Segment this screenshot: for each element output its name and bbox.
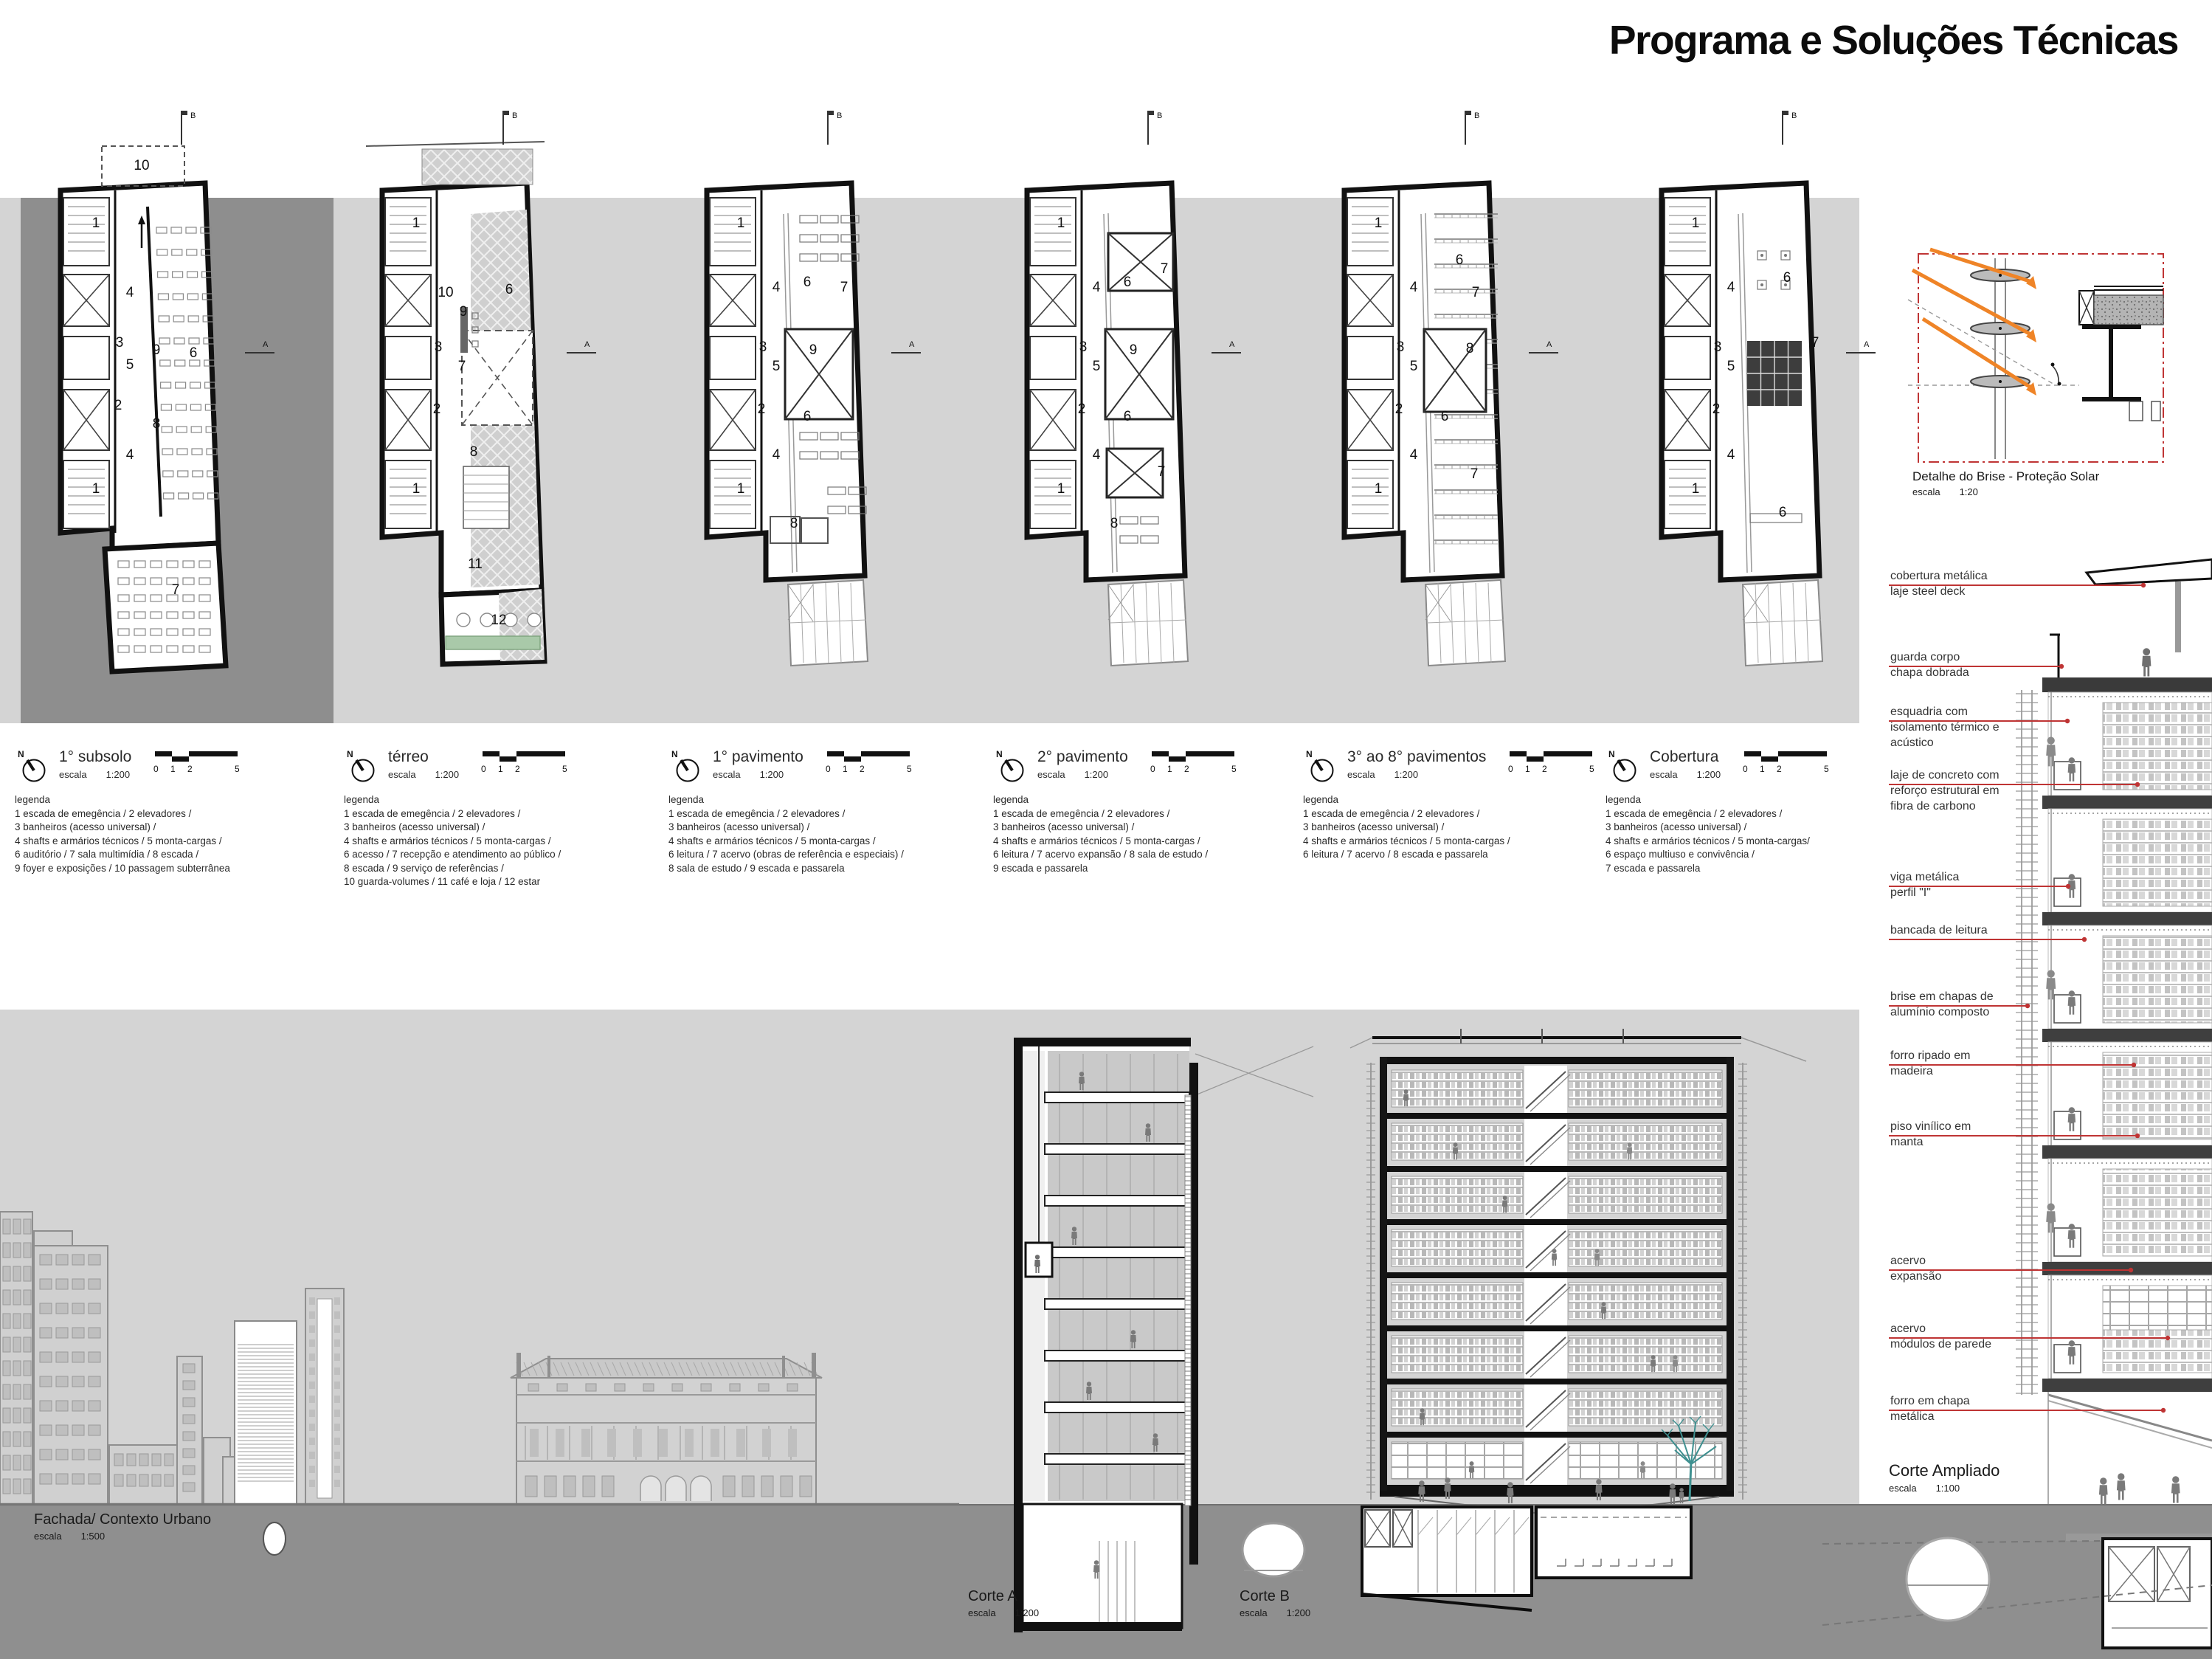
corte-a-scale: 1:200 — [1015, 1607, 1040, 1618]
scale-bar-tick: 0 — [1150, 764, 1155, 774]
plan-scale: escala 1:200 — [1650, 769, 1721, 780]
room-number: 1 — [1057, 215, 1065, 231]
annotation-line: isolamento térmico e — [1890, 721, 2000, 734]
plan-titles — [388, 748, 459, 780]
room-number: 6 — [803, 275, 812, 290]
room-number: 4 — [1727, 280, 1735, 295]
scale-bar — [1741, 748, 1837, 776]
corte-b-scale: 1:200 — [1286, 1607, 1311, 1618]
fachada-name: Fachada/ Contexto Urbano — [34, 1511, 212, 1528]
scale-bar-tick: 1 — [842, 764, 848, 774]
page-title: Programa e Soluções Técnicas — [1608, 17, 2178, 63]
annotation-label — [1890, 649, 2060, 680]
corte-ampliado-label — [1889, 1461, 2000, 1494]
annotation-line: acústico — [1890, 737, 1934, 749]
legend-title: legenda — [993, 794, 1029, 805]
plan-scale: escala 1:200 — [713, 769, 784, 780]
room-number: 9 — [459, 304, 468, 320]
escala-word: escala — [1240, 1607, 1268, 1618]
scale-bar-tick: 0 — [1743, 764, 1748, 774]
room-number: 8 — [152, 416, 161, 432]
room-number: 8 — [1465, 341, 1474, 356]
room-number: 3 — [115, 335, 124, 351]
plan-name: Cobertura — [1650, 748, 1719, 765]
room-number: 5 — [1092, 359, 1101, 374]
room-number: 1 — [1374, 481, 1383, 497]
room-number: 1 — [736, 481, 745, 497]
room-number: 6 — [1123, 409, 1132, 424]
scale-bar-tick: 0 — [1508, 764, 1514, 774]
annotation-label — [1890, 768, 2060, 814]
legend-line: 9 escada e passarela — [993, 862, 1088, 874]
plan-titles — [59, 748, 131, 780]
room-number: 1 — [1691, 481, 1700, 497]
floor-plan-3 — [676, 103, 930, 723]
room-number: 1 — [1374, 215, 1383, 231]
annotation-label — [1890, 1393, 2060, 1424]
scale-bar-tick: 1 — [1760, 764, 1765, 774]
floor-plan-6 — [1631, 103, 1885, 723]
room-number: 4 — [125, 447, 134, 463]
detalhe-scale: 1:20 — [1959, 486, 1978, 497]
legend-line: 3 banheiros (acesso universal) / — [344, 821, 485, 832]
scale-bar-tick: 0 — [153, 764, 159, 774]
annotation-label — [1890, 922, 2060, 938]
plan-header — [1606, 747, 1837, 787]
legend-line: 6 auditório / 7 sala multimídia / 8 escada / — [15, 849, 199, 860]
corte-b-drawing — [1350, 1018, 1808, 1659]
section-b-marker: B — [837, 111, 843, 120]
escala-word: escala — [968, 1607, 996, 1618]
annotation-line: madeira — [1890, 1065, 1933, 1077]
plan-legend — [1303, 793, 1620, 862]
plan-scale: escala 1:200 — [1347, 769, 1419, 780]
plan-legend — [993, 793, 1310, 875]
room-number: 4 — [1727, 447, 1735, 463]
corte-ampliado-name: Corte Ampliado — [1889, 1461, 2000, 1480]
legend-title: legenda — [1606, 794, 1642, 805]
north-arrow-icon — [1303, 747, 1337, 787]
legend-line: 3 banheiros (acesso universal) / — [15, 821, 156, 832]
annotation-line: módulos de parede — [1890, 1338, 1991, 1351]
annotation-line: forro em chapa — [1890, 1395, 1970, 1407]
plan-legend — [15, 793, 332, 875]
room-number: 8 — [469, 444, 478, 460]
annotation-line: manta — [1890, 1136, 1924, 1148]
legend-line: 1 escada de emegência / 2 elevadores / — [993, 807, 1170, 819]
annotation-line: cobertura metálica — [1890, 570, 1988, 582]
legend-line: 9 foyer e exposições / 10 passagem subterrânea — [15, 862, 230, 874]
plan-titles — [1347, 748, 1486, 780]
room-number: 7 — [1811, 335, 1819, 351]
scale-bar-tick: 2 — [187, 764, 193, 774]
room-number: 6 — [505, 282, 514, 297]
plan-header — [1303, 747, 1603, 787]
scale-bar-tick: 1 — [498, 764, 503, 774]
section-b-marker: B — [1791, 111, 1797, 120]
annotation-line: fibra de carbono — [1890, 800, 1976, 813]
north-letter: N — [1306, 749, 1313, 759]
scale-bar-tick: 2 — [515, 764, 520, 774]
plan-name: 1° subsolo — [59, 748, 132, 765]
room-number: 3 — [1079, 339, 1088, 355]
room-number: 5 — [1727, 359, 1735, 374]
scale-bar-tick: 5 — [1231, 764, 1237, 774]
scale-bar-tick: 5 — [906, 764, 912, 774]
plan-header — [344, 747, 576, 787]
north-arrow-icon — [15, 747, 49, 787]
plan-titles — [1037, 748, 1128, 780]
room-number: 4 — [772, 280, 781, 295]
corte-a-drawing — [1003, 1024, 1321, 1659]
room-number: 4 — [1409, 447, 1418, 463]
room-number: 7 — [1157, 464, 1166, 480]
legend-line: 6 espaço multiuso e convivência / — [1606, 849, 1755, 860]
annotation-line: laje de concreto com — [1890, 769, 2000, 782]
room-number: 1 — [1057, 481, 1065, 497]
room-number: 4 — [1092, 280, 1101, 295]
plan-header — [993, 747, 1245, 787]
annotation-label — [1890, 568, 2060, 599]
annotation-line: metálica — [1890, 1410, 1935, 1423]
room-number: 10 — [438, 285, 454, 300]
legend-line: 8 sala de estudo / 9 escada e passarela — [668, 862, 845, 874]
legend-title: legenda — [1303, 794, 1339, 805]
annotation-line: brise em chapas de — [1890, 990, 1994, 1003]
plan-header — [668, 747, 920, 787]
room-number: 1 — [412, 481, 421, 497]
legend-title: legenda — [15, 794, 51, 805]
room-number: 7 — [1471, 285, 1480, 300]
section-a-marker: A — [263, 340, 269, 349]
annotation-label — [1890, 1048, 2060, 1079]
room-number: 6 — [1123, 275, 1132, 290]
room-number: 2 — [114, 398, 122, 413]
annotation-line: reforço estrutural em — [1890, 784, 2000, 797]
scale-bar-tick: 1 — [1167, 764, 1172, 774]
legend-title: legenda — [344, 794, 380, 805]
plan-name: 1° pavimento — [713, 748, 803, 765]
annotation-line: laje steel deck — [1890, 585, 1966, 598]
north-letter: N — [671, 749, 678, 759]
legend-line: 4 shafts e armários técnicos / 5 monta-cargas/ — [1606, 835, 1810, 846]
north-arrow-icon — [993, 747, 1027, 787]
section-a-marker: A — [1229, 340, 1235, 349]
room-number: 5 — [125, 357, 134, 373]
legend-line: 6 leitura / 7 acervo / 8 escada e passarela — [1303, 849, 1488, 860]
annotation-line: piso vinílico em — [1890, 1120, 1971, 1133]
annotation-line: guarda corpo — [1890, 651, 1960, 663]
room-number: 2 — [1394, 401, 1403, 417]
room-number: 9 — [1129, 342, 1138, 358]
room-number: 5 — [772, 359, 781, 374]
legend-line: 4 shafts e armários técnicos / 5 monta-cargas / — [344, 835, 551, 846]
corte-a-name: Corte A — [968, 1588, 1017, 1604]
room-number: 3 — [1396, 339, 1405, 355]
section-b-marker: B — [1474, 111, 1480, 120]
scale-bar-tick: 5 — [1589, 764, 1595, 774]
room-number: 4 — [1092, 447, 1101, 463]
room-number: 1 — [91, 481, 100, 497]
scale-bar-tick: 2 — [859, 764, 865, 774]
scale-bar-tick: 1 — [1525, 764, 1531, 774]
room-number: 7 — [1470, 466, 1479, 482]
fachada-label — [34, 1511, 211, 1542]
corte-ampliado-scale: 1:100 — [1935, 1483, 1960, 1494]
section-b-marker: B — [190, 111, 196, 120]
annotation-line: acervo — [1890, 1255, 1926, 1267]
plan-legend — [344, 793, 661, 889]
annotation-label — [1890, 989, 2060, 1020]
detalhe-brise-label — [1912, 469, 2099, 497]
legend-line: 7 escada e passarela — [1606, 862, 1701, 874]
scale-bar-tick: 0 — [481, 764, 486, 774]
legend-line: 1 escada de emegência / 2 elevadores / — [1303, 807, 1480, 819]
room-number: 2 — [432, 401, 441, 417]
legend-line: 3 banheiros (acesso universal) / — [1303, 821, 1445, 832]
annotation-label — [1890, 704, 2060, 751]
legend-title: legenda — [668, 794, 705, 805]
section-a-marker: A — [1546, 340, 1552, 349]
room-number: 6 — [189, 345, 198, 361]
annotation-label — [1890, 869, 2060, 900]
plan-legend — [1606, 793, 1923, 875]
room-number: 6 — [1778, 505, 1787, 520]
section-b-marker: B — [1157, 111, 1163, 120]
room-number: 8 — [1110, 516, 1119, 531]
scale-bar-tick: 2 — [1183, 764, 1189, 774]
legend-line: 1 escada de emegência / 2 elevadores / — [668, 807, 846, 819]
legend-line: 3 banheiros (acesso universal) / — [668, 821, 810, 832]
room-number: 7 — [1160, 261, 1169, 277]
annotation-line: esquadria com — [1890, 706, 1968, 718]
north-arrow-icon — [344, 747, 378, 787]
north-letter: N — [1608, 749, 1615, 759]
plan-drawing — [707, 111, 921, 666]
legend-line: 3 banheiros (acesso universal) / — [993, 821, 1135, 832]
annotation-line: expansão — [1890, 1270, 1942, 1283]
corte-b-name: Corte B — [1240, 1588, 1290, 1604]
plan-scale: escala 1:200 — [1037, 769, 1109, 780]
annotation-line: perfil "I" — [1890, 886, 1931, 899]
room-number: 10 — [134, 158, 150, 173]
room-number: 1 — [412, 215, 421, 231]
legend-line: 4 shafts e armários técnicos / 5 monta-cargas / — [993, 835, 1200, 846]
scale-bar — [1149, 748, 1245, 776]
north-arrow-icon — [1606, 747, 1639, 787]
legend-line: 3 banheiros (acesso universal) / — [1606, 821, 1747, 832]
room-number: 6 — [1783, 270, 1791, 286]
scale-bar — [1507, 748, 1603, 776]
room-number: 1 — [736, 215, 745, 231]
annotation-label — [1890, 1119, 2060, 1150]
plan-drawing — [1344, 111, 1558, 666]
plan-header — [15, 747, 248, 787]
legend-line: 4 shafts e armários técnicos / 5 monta-cargas / — [15, 835, 222, 846]
scale-bar-tick: 1 — [170, 764, 176, 774]
plan-name: 3° ao 8° pavimentos — [1347, 748, 1487, 765]
room-number: 3 — [1713, 339, 1722, 355]
scale-bar-tick: 5 — [235, 764, 240, 774]
legend-line: 4 shafts e armários técnicos / 5 monta-cargas / — [1303, 835, 1510, 846]
plan-drawing — [61, 111, 274, 672]
room-number: 7 — [840, 280, 848, 295]
scale-bar-tick: 2 — [1542, 764, 1548, 774]
annotation-line: chapa dobrada — [1890, 666, 1969, 679]
scale-bar-tick: 0 — [825, 764, 831, 774]
scale-bar — [152, 748, 248, 776]
room-number: 4 — [1409, 280, 1418, 295]
room-number: 4 — [772, 447, 781, 463]
plan-scale: escala 1:200 — [388, 769, 460, 780]
detalhe-name: Detalhe do Brise - Proteção Solar — [1912, 469, 2100, 483]
plan-drawing — [1662, 111, 1876, 666]
plan-titles — [1650, 748, 1721, 780]
north-letter: N — [18, 749, 24, 759]
room-number: 1 — [91, 215, 100, 231]
room-number: 2 — [757, 401, 766, 417]
room-number: 3 — [758, 339, 767, 355]
room-number: 7 — [457, 359, 466, 374]
room-number: 1 — [1691, 215, 1700, 231]
room-number: 3 — [434, 339, 443, 355]
plan-scale: escala 1:200 — [59, 769, 131, 780]
legend-line: 10 guarda-volumes / 11 café e loja / 12 estar — [344, 876, 541, 887]
section-b-marker: B — [512, 111, 518, 120]
legend-line: 4 shafts e armários técnicos / 5 monta-cargas / — [668, 835, 876, 846]
room-number: 7 — [171, 582, 180, 598]
legend-line: 8 escada / 9 serviço de referências / — [344, 862, 504, 874]
plan-name: térreo — [388, 748, 429, 765]
fachada-scale: 1:500 — [80, 1531, 106, 1542]
floor-plan-4 — [996, 103, 1251, 723]
annotation-label — [1890, 1321, 2060, 1352]
north-arrow-icon — [668, 747, 702, 787]
north-letter: N — [347, 749, 353, 759]
floor-plan-5 — [1313, 103, 1568, 723]
legend-line: 1 escada de emegência / 2 elevadores / — [344, 807, 521, 819]
annotation-line: forro ripado em — [1890, 1049, 1971, 1062]
room-number: 9 — [152, 342, 161, 358]
room-number: 8 — [789, 516, 798, 531]
room-number: 5 — [1409, 359, 1418, 374]
scale-bar-tick: 5 — [562, 764, 567, 774]
annotation-line: viga metálica — [1890, 871, 1960, 883]
room-number: 9 — [809, 342, 818, 358]
room-number: 6 — [1440, 409, 1449, 424]
scale-bar — [480, 748, 576, 776]
legend-line: 1 escada de emegência / 2 elevadores / — [15, 807, 192, 819]
room-number: 6 — [803, 409, 812, 424]
scale-bar-tick: 5 — [1824, 764, 1829, 774]
scale-bar-tick: 2 — [1777, 764, 1782, 774]
annotation-line: acervo — [1890, 1322, 1926, 1335]
section-a-marker: A — [1864, 340, 1870, 349]
legend-line: 1 escada de emegência / 2 elevadores / — [1606, 807, 1783, 819]
legend-line: 6 leitura / 7 acervo expansão / 8 sala de estudo / — [993, 849, 1209, 860]
section-a-marker: A — [584, 340, 590, 349]
room-number: 12 — [491, 613, 507, 628]
floor-plan-1 — [30, 103, 284, 723]
room-number: 4 — [125, 285, 134, 300]
escala-word: escala — [34, 1531, 62, 1542]
plan-legend — [668, 793, 986, 875]
escala-word: escala — [1889, 1483, 1917, 1494]
north-letter: N — [996, 749, 1003, 759]
room-number: 11 — [468, 556, 483, 572]
fachada-contexto-urbano-drawing — [0, 1011, 959, 1572]
legend-line: 6 leitura / 7 acervo (obras de referência e especiais) / — [668, 849, 904, 860]
room-number: 6 — [1455, 252, 1464, 268]
plan-name: 2° pavimento — [1037, 748, 1128, 765]
escala-word: escala — [1912, 486, 1940, 497]
annotation-label — [1890, 1253, 2060, 1284]
plan-titles — [713, 748, 803, 780]
room-number: 2 — [1077, 401, 1086, 417]
annotation-line: bancada de leitura — [1890, 924, 1988, 937]
section-a-marker: A — [909, 340, 915, 349]
scale-bar — [824, 748, 920, 776]
corte-a-label — [968, 1588, 1039, 1618]
plan-drawing — [366, 111, 596, 664]
legend-line: 6 acesso / 7 recepção e atendimento ao público / — [344, 849, 561, 860]
annotation-line: alumínio composto — [1890, 1006, 1990, 1018]
plan-drawing — [1027, 111, 1241, 666]
floor-plan-2 — [351, 103, 606, 723]
corte-b-label — [1240, 1588, 1310, 1618]
room-number: 2 — [1712, 401, 1721, 417]
